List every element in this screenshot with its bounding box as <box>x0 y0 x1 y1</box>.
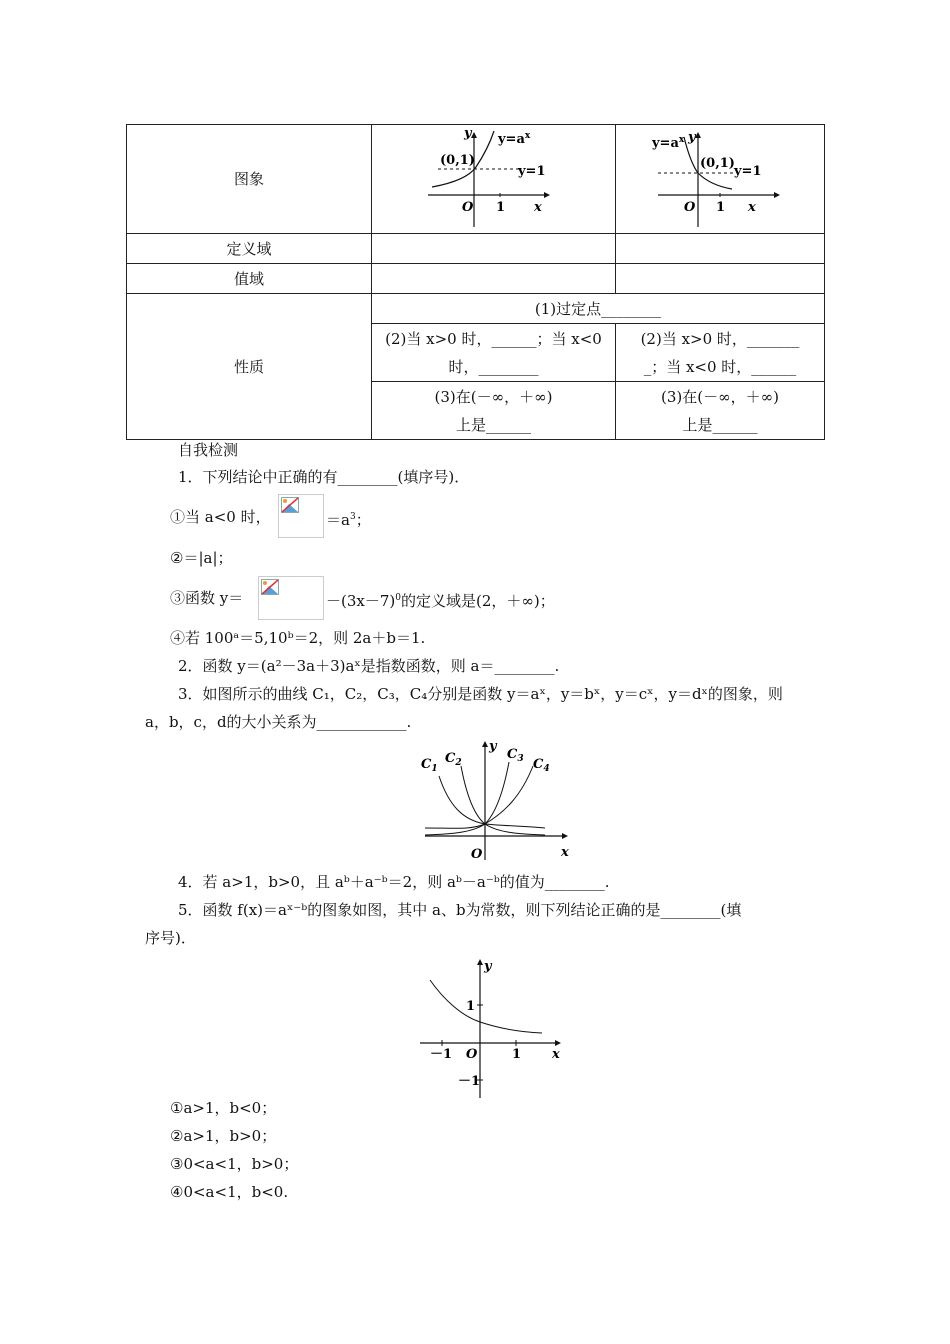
y-label: y <box>688 130 696 145</box>
curve-label: $y=a^x$ <box>652 135 685 151</box>
one-label: 1 <box>716 200 726 215</box>
y-arrow <box>695 132 701 138</box>
q1-opt4: ④若 100ᵃ＝5,10ᵇ＝2，则 2a＋b＝1. <box>170 629 426 647</box>
domain-cell-left <box>372 234 616 264</box>
section-title: 自我检测 <box>178 441 239 459</box>
c1-label: $C_1$ <box>421 757 438 774</box>
q3-graph <box>415 736 575 864</box>
x-label: x <box>748 200 756 215</box>
x-arrow <box>562 833 568 839</box>
q1-opt1-prefix: ①当 a<0 时， <box>170 508 271 526</box>
graph-cell-a-gt-1 <box>372 125 616 234</box>
y-label: y <box>484 959 492 974</box>
prop2-right-line1: (2)当 x>0 时，_______ <box>640 329 800 348</box>
prop2-right-cell <box>616 324 825 382</box>
q4: 4．若 a>1，b>0，且 aᵇ＋a⁻ᵇ＝2，则 aᵇ－a⁻ᵇ的值为________. <box>178 873 610 891</box>
q5-opt2: ②a>1，b>0； <box>170 1127 277 1145</box>
prop2-left-cell <box>372 324 616 382</box>
q3-line2: a，b，c，d的大小关系为____________. <box>145 713 412 731</box>
graph-cell-a-lt-1 <box>616 125 825 234</box>
broken-image-placeholder <box>258 576 324 620</box>
point-label: (0,1) <box>700 156 735 171</box>
q2: 2．函数 y＝(a²－3a＋3)aˣ是指数函数，则 a＝________. <box>178 657 560 675</box>
curve-label: $y=a^x$ <box>497 131 530 147</box>
curve-c1 <box>439 776 545 828</box>
c4-label: $C_4$ <box>533 757 550 774</box>
origin-label: O <box>461 200 473 215</box>
row-label-range: 值域 <box>127 264 372 294</box>
q1-opt3-suffix: $-(3x-7)^0$的定义域是(2，＋∞)； <box>326 592 555 610</box>
line-label: y=1 <box>734 164 762 179</box>
prop3-left-cell <box>372 382 616 440</box>
point-label: (0,1) <box>439 153 475 168</box>
row-label-properties: 性质 <box>127 294 372 440</box>
x-arrow <box>555 1040 561 1046</box>
graph-a-lt-1 <box>650 127 790 231</box>
row-label-image: 图象 <box>127 125 372 234</box>
x-label: x <box>533 200 542 215</box>
y-arrow <box>471 132 477 138</box>
y-arrow <box>482 741 488 747</box>
prop2-left-line1: (2)当 x>0 时，______；当 x<0 <box>385 329 602 348</box>
prop3-right-line1: (3)在(－∞，＋∞) <box>661 387 779 406</box>
curve-c4 <box>425 766 533 835</box>
prop3-left-line2: 上是______ <box>455 415 531 434</box>
one-y-label: 1 <box>466 999 476 1014</box>
domain-cell-right <box>616 234 825 264</box>
q5-graph <box>418 954 568 1100</box>
x-arrow <box>544 192 550 198</box>
prop3-left-line1: (3)在(－∞，＋∞) <box>434 387 553 406</box>
c3-label: $C_3$ <box>507 747 524 764</box>
q5-opt3: ③0<a<1，b>0； <box>170 1155 299 1173</box>
broken-image-placeholder <box>278 494 324 538</box>
q3-line1: 3．如图所示的曲线 C₁，C₂，C₃，C₄分别是函数 y＝aˣ，y＝bˣ，y＝cˣ，y＝dˣ的图象，则 <box>178 685 783 703</box>
q5-opt1: ①a>1，b<0； <box>170 1099 277 1117</box>
q1-opt2: ②＝|a|； <box>170 549 233 567</box>
y-label: y <box>463 127 472 141</box>
broken-image-icon <box>281 497 299 513</box>
q5-line1: 5．函数 f(x)＝aˣ⁻ᵇ的图象如图，其中 a、b为常数，则下列结论正确的是________(填 <box>178 901 742 919</box>
q1-stem: 1．下列结论中正确的有________(填序号)． <box>178 468 470 486</box>
one-label: 1 <box>495 200 505 215</box>
prop2-right-line2: _；当 x<0 时，______ <box>643 357 797 376</box>
prop1-cell: (1)过定点________ <box>372 294 825 324</box>
x-label: x <box>561 845 569 860</box>
y-label: y <box>489 739 497 754</box>
graph-a-gt-1 <box>424 127 564 231</box>
c2-label: $C_2$ <box>445 751 462 768</box>
neg-one-x-label: －1 <box>430 1047 453 1062</box>
origin-label: O <box>466 1047 478 1062</box>
range-cell-left <box>372 264 616 294</box>
x-label: x <box>552 1047 560 1062</box>
line-label: y=1 <box>517 164 545 179</box>
y-arrow <box>477 959 483 965</box>
exponential-properties-table <box>126 124 825 440</box>
q5-line2: 序号)． <box>145 929 196 947</box>
curve-f <box>430 980 542 1033</box>
one-x-label: 1 <box>512 1047 522 1062</box>
neg-one-y-label: －1 <box>458 1074 481 1089</box>
range-cell-right <box>616 264 825 294</box>
q1-opt1-suffix: $=a^3$； <box>326 511 371 529</box>
prop3-right-cell <box>616 382 825 440</box>
x-arrow <box>774 192 780 198</box>
row-label-domain: 定义域 <box>127 234 372 264</box>
curve-c2 <box>461 766 545 835</box>
q1-opt3-prefix: ③函数 y＝ <box>170 589 244 607</box>
origin-label: O <box>684 200 696 215</box>
q5-opt4: ④0<a<1，b<0. <box>170 1183 289 1201</box>
broken-image-icon <box>261 579 279 595</box>
prop2-left-line2: 时，________ <box>448 357 539 376</box>
prop3-right-line2: 上是______ <box>682 415 758 434</box>
origin-label: O <box>471 847 483 862</box>
